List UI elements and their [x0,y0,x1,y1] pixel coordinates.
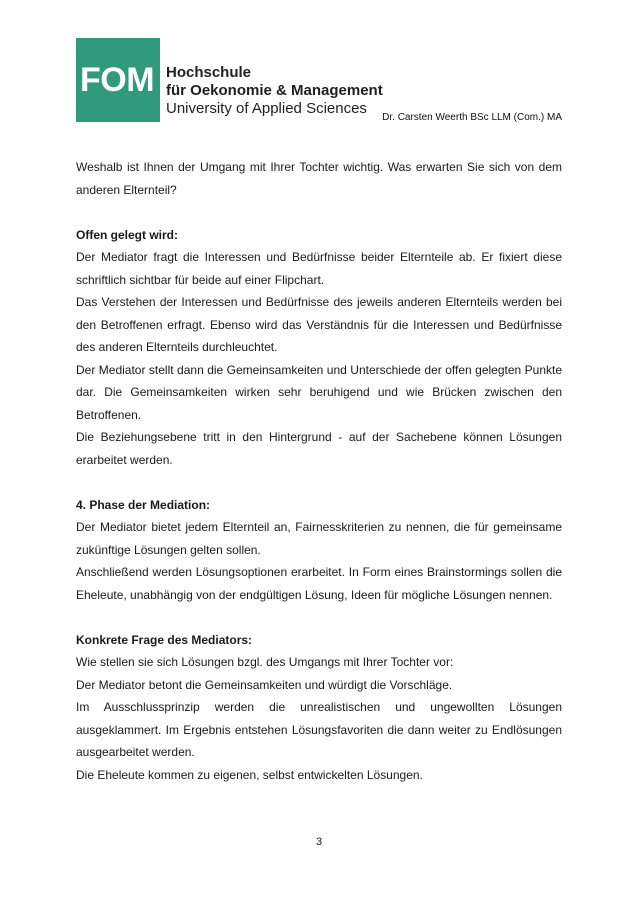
paragraph: Die Beziehungsebene tritt in den Hintergrund - auf der Sachebene können Lösungen erarbeitet werden. [76,430,562,467]
section-heading-konkrete-frage: Konkrete Frage des Mediators: [76,632,253,647]
institution-name-line1: Hochschule [166,64,252,81]
page-number: 3 [315,836,323,848]
paragraph: Anschließend werden Lösungsoptionen erarbeitet. In Form eines Brainstormings sollen die Eheleute, unabhängig von der endgültigen Lösung, Ideen für mögliche Lösungen nennen. [76,565,562,602]
section-heading-offen-gelegt: Offen gelegt wird: [76,227,178,242]
paragraph: Der Mediator stellt dann die Gemeinsamkeiten und Unterschiede der offen gelegten Punkte dar. Die Gemeinsamkeiten wirken sehr beruhigend und wie Brücken zwischen den Betroffenen. [76,362,562,422]
paragraph: Im Ausschlussprinzip werden die unrealistischen und ungewollten Lösungen ausgeklammert. Im Ergebnis entstehen Lösungsfavoriten die dann weiter zu Endlösungen ausgearbeitet werden. [76,700,562,759]
institution-name-line3: University of Applied Sciences [166,100,367,117]
paragraph: Wie stellen sie sich Lösungen bzgl. des Umgangs mit Ihrer Tochter vor: [76,655,454,669]
author-name: Dr. Carsten Weerth BSc LLM (Com.) MA [382,112,562,123]
paragraph: Der Mediator bietet jedem Elternteil an, Fairnesskriterien zu nennen, die für gemeinsame zukünftige Lösungen gelten sollen. [76,520,562,557]
paragraph: Der Mediator fragt die Interessen und Bedürfnisse beider Elternteile ab. Er fixiert diese schriftlich sichtbar für beide auf einer Flipchart. [76,250,562,287]
paragraph: Der Mediator betont die Gemeinsamkeiten und würdigt die Vorschläge. [76,677,453,692]
fom-logo [76,38,160,122]
paragraph: Das Verstehen der Interessen und Bedürfnisse des jeweils anderen Elternteils werden bei den Betroffenen erfragt. Ebenso wird das Verständnis für die Interessen und Bedürfnisse des anderen Elternteils durchleuchtet. [76,295,562,354]
logo-text: FOM [80,61,155,99]
institution-name-line2: für Oekonomie & Management [166,82,383,99]
paragraph: Die Eheleute kommen zu eigenen, selbst entwickelten Lösungen. [76,767,423,782]
section-heading-phase-4: 4. Phase der Mediation: [76,497,211,512]
intro-paragraph: Weshalb ist Ihnen der Umgang mit Ihrer Tochter wichtig. Was erwarten Sie sich von dem anderen Elternteil? [76,160,562,197]
page-header [76,38,562,128]
document-body [76,156,562,786]
